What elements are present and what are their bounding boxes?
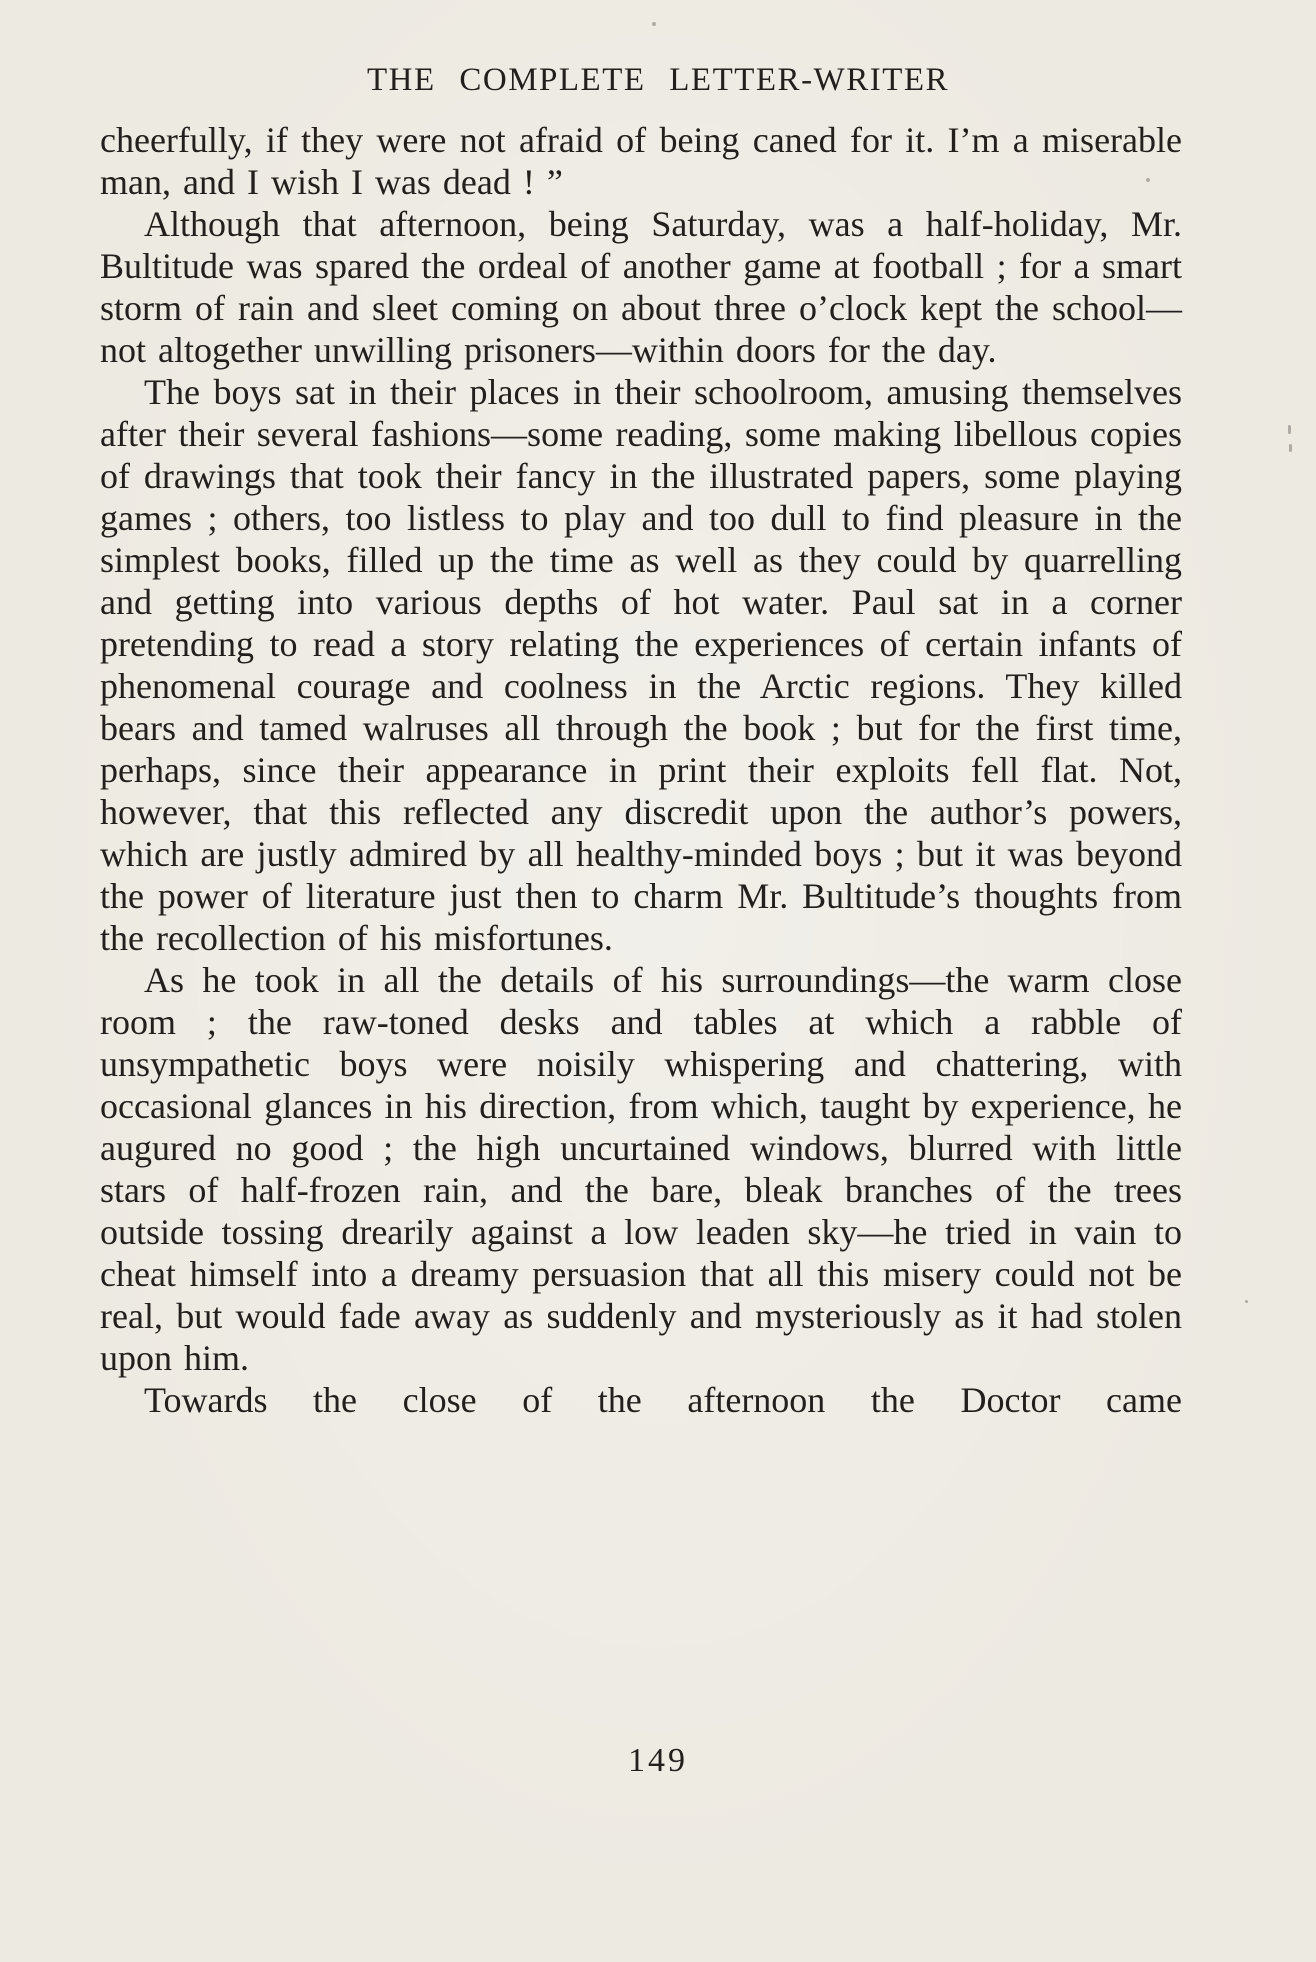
paragraph: The boys sat in their places in their schoolroom, amusing themselves after their several fashions—some reading, some making libellous copies of drawings that took their fancy in the illustrated papers, some playing games ; others, too listless to play and too dull to find pleasure in the simplest books, filled up the time as well as they could by quarrelling and getting into various depths of hot water. Paul sat in a corner pretending to read a story relating the experiences of certain infants of phenomenal courage and coolness in the Arctic regions. They killed bears and tamed walruses all through the book ; but for the first time, perhaps, since their appearance in print their exploits fell flat. Not, however, that this reflected any discredit upon the author’s powers, which are justly admired by all healthy-minded boys ; but it was beyond the power of literature just then to charm Mr. Bultitude’s thoughts from the recollection of his misfortunes. bbox=[100, 372, 1182, 958]
scan-artifact bbox=[1245, 1300, 1248, 1303]
paragraph-catchline: Towards the close of the afternoon the Doctor came bbox=[144, 1380, 1182, 1420]
paragraph: As he took in all the details of his surroundings—the warm close room ; the raw-toned desks and tables at which a rabble of unsympathetic boys were noisily whispering and chattering, with occasional glances in his direction, from which, taught by experience, he augured no good ; the high uncurtained windows, blurred with little stars of half-frozen rain, and the bare, bleak branches of the trees outside tossing drearily against a low leaden sky—he tried in vain to cheat himself into a dreamy persuasion that all this misery could not be real, but would fade away as suddenly and mysteriously as it had stolen upon him. bbox=[100, 960, 1182, 1378]
running-header: THE COMPLETE LETTER-WRITER bbox=[366, 62, 950, 98]
scan-artifact bbox=[1288, 425, 1291, 434]
scan-artifact bbox=[652, 22, 656, 26]
scan-artifact bbox=[1289, 444, 1292, 452]
scan-artifact bbox=[1146, 178, 1150, 182]
paragraph-continuation: cheerfully, if they were not afraid of being caned for it. I’m a miserable man, and I wish I was dead ! ” bbox=[100, 120, 1182, 202]
page-number: 149 bbox=[628, 1742, 688, 1779]
text-block bbox=[0, 119, 1316, 1421]
paragraph: Although that afternoon, being Saturday, was a half-holiday, Mr. Bultitude was spared the ordeal of another game at football ; for a smart storm of rain and sleet coming on about three o’clock kept the school—not altogether unwilling prisoners—within doors for the day. bbox=[100, 204, 1182, 370]
